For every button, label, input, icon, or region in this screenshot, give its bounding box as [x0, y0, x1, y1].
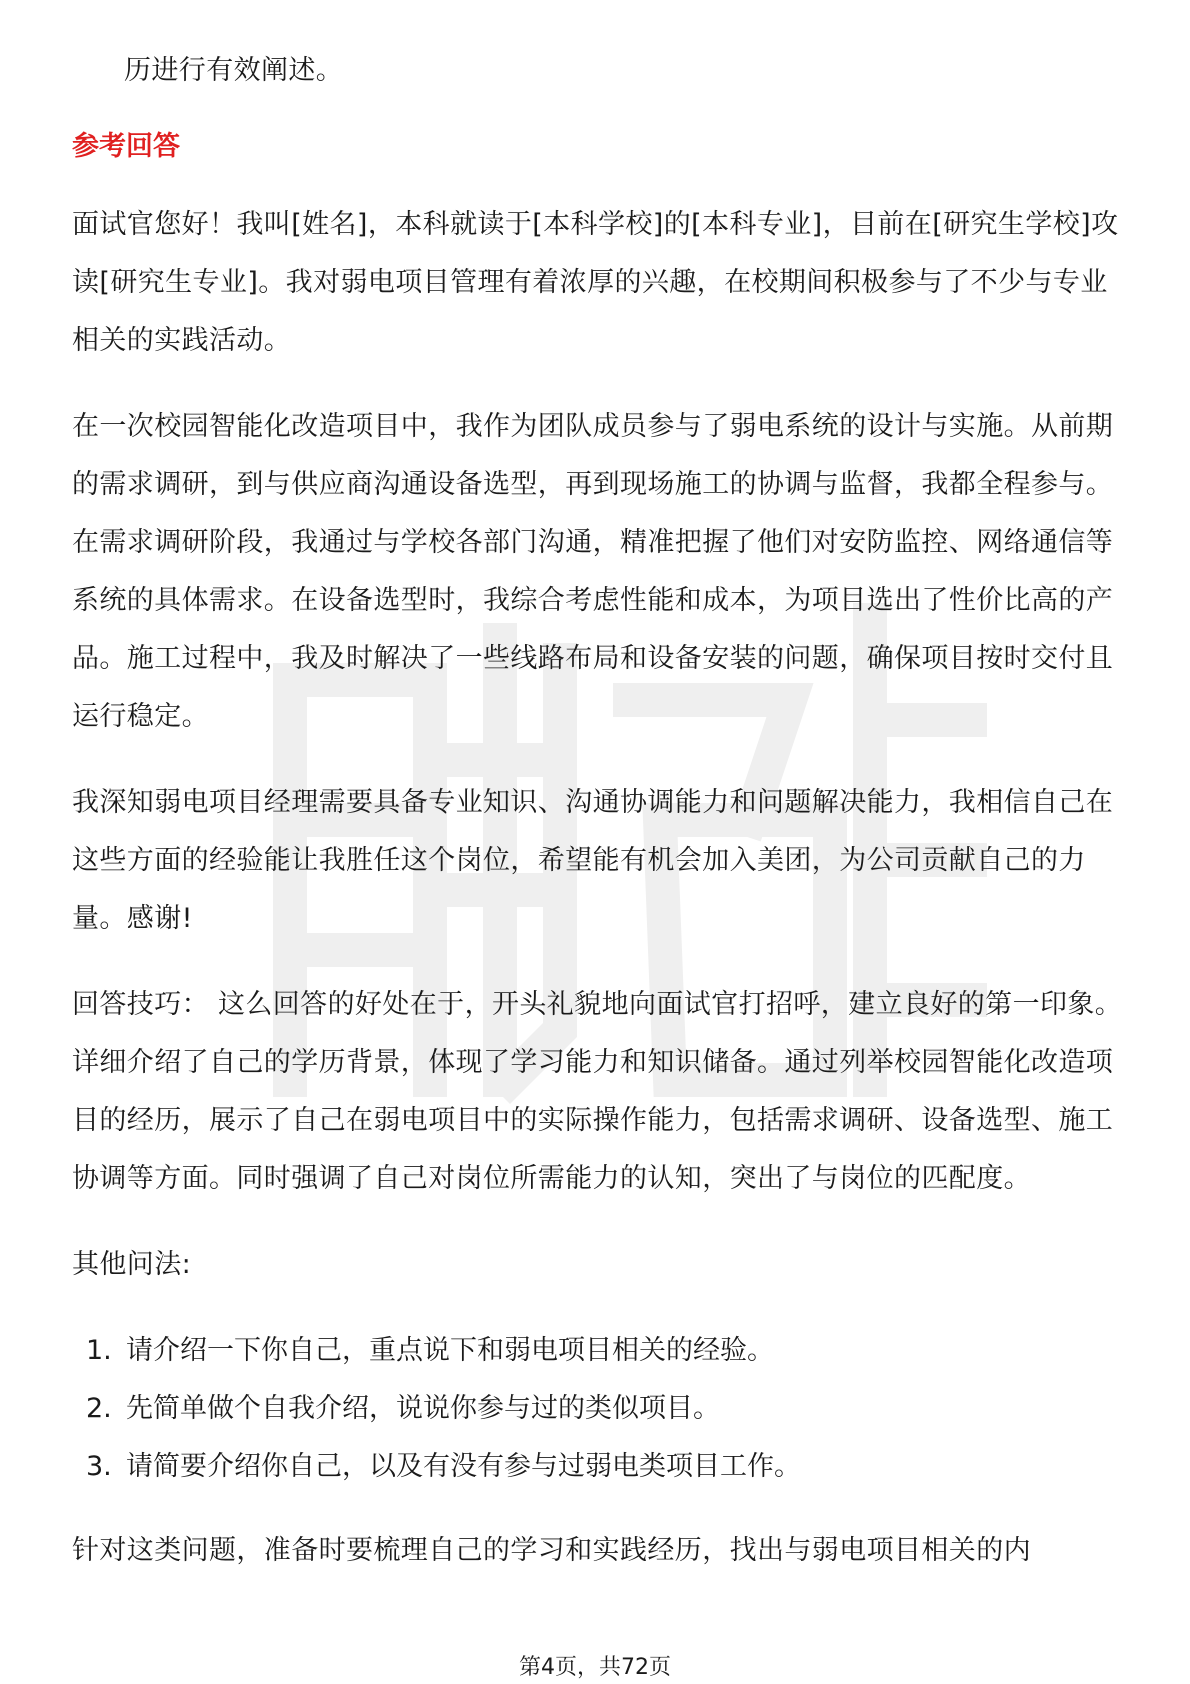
answer-paragraph-1: 面试官您好！我叫[姓名]，本科就读于[本科学校]的[本科专业]，目前在[研究生学校]攻读[研究生专业]。我对弱电项目管理有着浓厚的兴趣，在校期间积极参与了不少与专业相关的实践活动。: [72, 209, 1119, 356]
list-item: [72, 1322, 1132, 1380]
other-questions-label: 其他问法:: [72, 1249, 192, 1280]
other-questions-list: [72, 1322, 1132, 1496]
list-item-text: 请介绍一下你自己，重点说下和弱电项目相关的经验。: [126, 1335, 774, 1366]
closing-fragment: 针对这类问题，准备时要梳理自己的学习和实践经历，找出与弱电项目相关的内: [72, 1535, 1031, 1566]
intro-fragment: 历进行有效阐述。: [124, 55, 344, 86]
answer-paragraph-3: 我深知弱电项目经理需要具备专业知识、沟通协调能力和问题解决能力，我相信自己在这些方面的经验能让我胜任这个岗位，希望能有机会加入美团，为公司贡献自己的力量。感谢!: [72, 787, 1114, 934]
list-item: [72, 1380, 1132, 1438]
list-item-text: 先简单做个自我介绍，说说你参与过的类似项目。: [126, 1393, 720, 1424]
list-item-number: 2.: [86, 1393, 112, 1424]
answer-paragraph-2: 在一次校园智能化改造项目中，我作为团队成员参与了弱电系统的设计与实施。从前期的需求调研，到与供应商沟通设备选型，再到现场施工的协调与监督，我都全程参与。在需求调研阶段，我通过与学校各部门沟通，精准把握了他们对安防监控、网络通信等系统的具体需求。在设备选型时，我综合考虑性能和成本，为项目选出了性价比高的产品。施工过程中，我及时解决了一些线路布局和设备安装的问题，确保项目按时交付且运行稳定。: [72, 411, 1114, 732]
answer-tips: 回答技巧： 这么回答的好处在于，开头礼貌地向面试官打招呼，建立良好的第一印象。详细介绍了自己的学历背景，体现了学习能力和知识储备。通过列举校园智能化改造项目的经历，展示了自己在弱电项目中的实际操作能力，包括需求调研、设备选型、施工协调等方面。同时强调了自己对岗位所需能力的认知，突出了与岗位的匹配度。: [72, 989, 1123, 1194]
page-footer: 第4页，共72页: [519, 1655, 671, 1680]
list-item-number: 3.: [86, 1451, 112, 1482]
list-item-text: 请简要介绍你自己，以及有没有参与过弱电类项目工作。: [126, 1451, 801, 1482]
document-page: [72, 42, 1132, 1608]
list-item-number: 1.: [86, 1335, 112, 1366]
section-title: 参考回答: [72, 131, 180, 162]
list-item: [72, 1438, 1132, 1496]
